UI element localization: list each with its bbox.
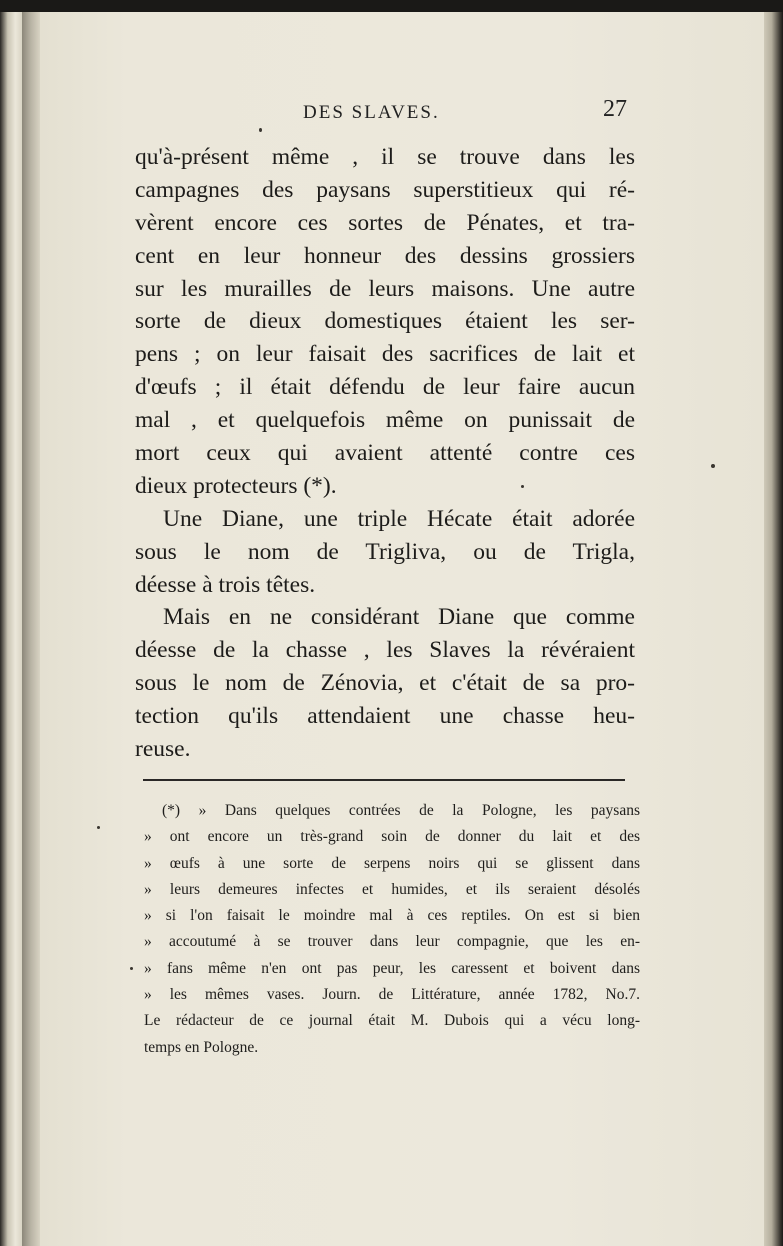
ink-speck (711, 464, 715, 468)
footnote-line: temps en Pologne. (144, 1038, 259, 1056)
footnote-line: » œufs à une sorte de serpens noirs qui se glissent dans (144, 854, 640, 872)
body-line: déesse à trois têtes. (135, 571, 316, 598)
footnote-line: » accoutumé à se trouver dans leur compagnie, que les en- (144, 933, 640, 951)
footnote-line: » fans même n'en ont pas peur, les caressent et boivent dans (144, 959, 640, 977)
footnote-line: (*) » Dans quelques contrées de la Pologne, les paysans (162, 802, 640, 819)
body-text (135, 141, 635, 766)
body-line: d'œufs ; il était défendu de leur faire aucun (135, 374, 635, 401)
footnote (144, 798, 640, 1061)
footnote-line: » les mêmes vases. Journ. de Littérature, année 1782, No.7. (144, 986, 640, 1004)
body-line: sur les murailles de leurs maisons. Une autre (135, 275, 635, 302)
body-line: dieux protecteurs (*). (135, 472, 337, 499)
body-line: Une Diane, une triple Hécate était adorée (163, 505, 635, 532)
body-line: tection qu'ils attendaient une chasse heu- (135, 703, 635, 730)
body-line: sorte de dieux domestiques étaient les ser- (135, 308, 635, 335)
footnote-line: Le rédacteur de ce journal était M. Dubois qui a vécu long- (144, 1012, 640, 1030)
body-line: vèrent encore ces sortes de Pénates, et tra- (135, 209, 635, 236)
footnote-rule (143, 779, 625, 781)
footnote-line: » leurs demeures infectes et humides, et ils seraient désolés (144, 880, 640, 898)
body-line: sous le nom de Trigliva, ou de Trigla, (135, 538, 635, 565)
body-line: cent en leur honneur des dessins grossiers (135, 242, 635, 269)
body-line: reuse. (135, 736, 191, 763)
body-line: mort ceux qui avaient attenté contre ces (135, 440, 635, 467)
body-line: campagnes des paysans superstitieux qui ré- (135, 176, 635, 203)
body-line: pens ; on leur faisait des sacrifices de lait et (135, 341, 635, 368)
page-header (265, 96, 635, 136)
body-line: sous le nom de Zénovia, et c'était de sa pro- (135, 670, 635, 697)
ink-speck (130, 967, 133, 970)
ink-speck (97, 826, 100, 829)
body-line: qu'à-présent même , il se trouve dans les (135, 144, 635, 170)
page-right-edge (764, 12, 783, 1246)
body-line: déesse de la chasse , les Slaves la révéraient (135, 637, 635, 664)
page-number: 27 (603, 96, 627, 122)
facing-page-edge (0, 12, 22, 1246)
ink-speck (259, 128, 262, 132)
footnote-line: » ont encore un très-grand soin de donner du lait et des (144, 828, 640, 846)
book-gutter (22, 12, 40, 1246)
body-line: Mais en ne considérant Diane que comme (163, 604, 635, 631)
running-head: DES SLAVES. (303, 102, 440, 123)
ink-speck (521, 485, 524, 488)
body-line: mal , et quelquefois même on punissait de (135, 407, 635, 434)
footnote-line: » si l'on faisait le moindre mal à ces reptiles. On est si bien (144, 907, 640, 925)
